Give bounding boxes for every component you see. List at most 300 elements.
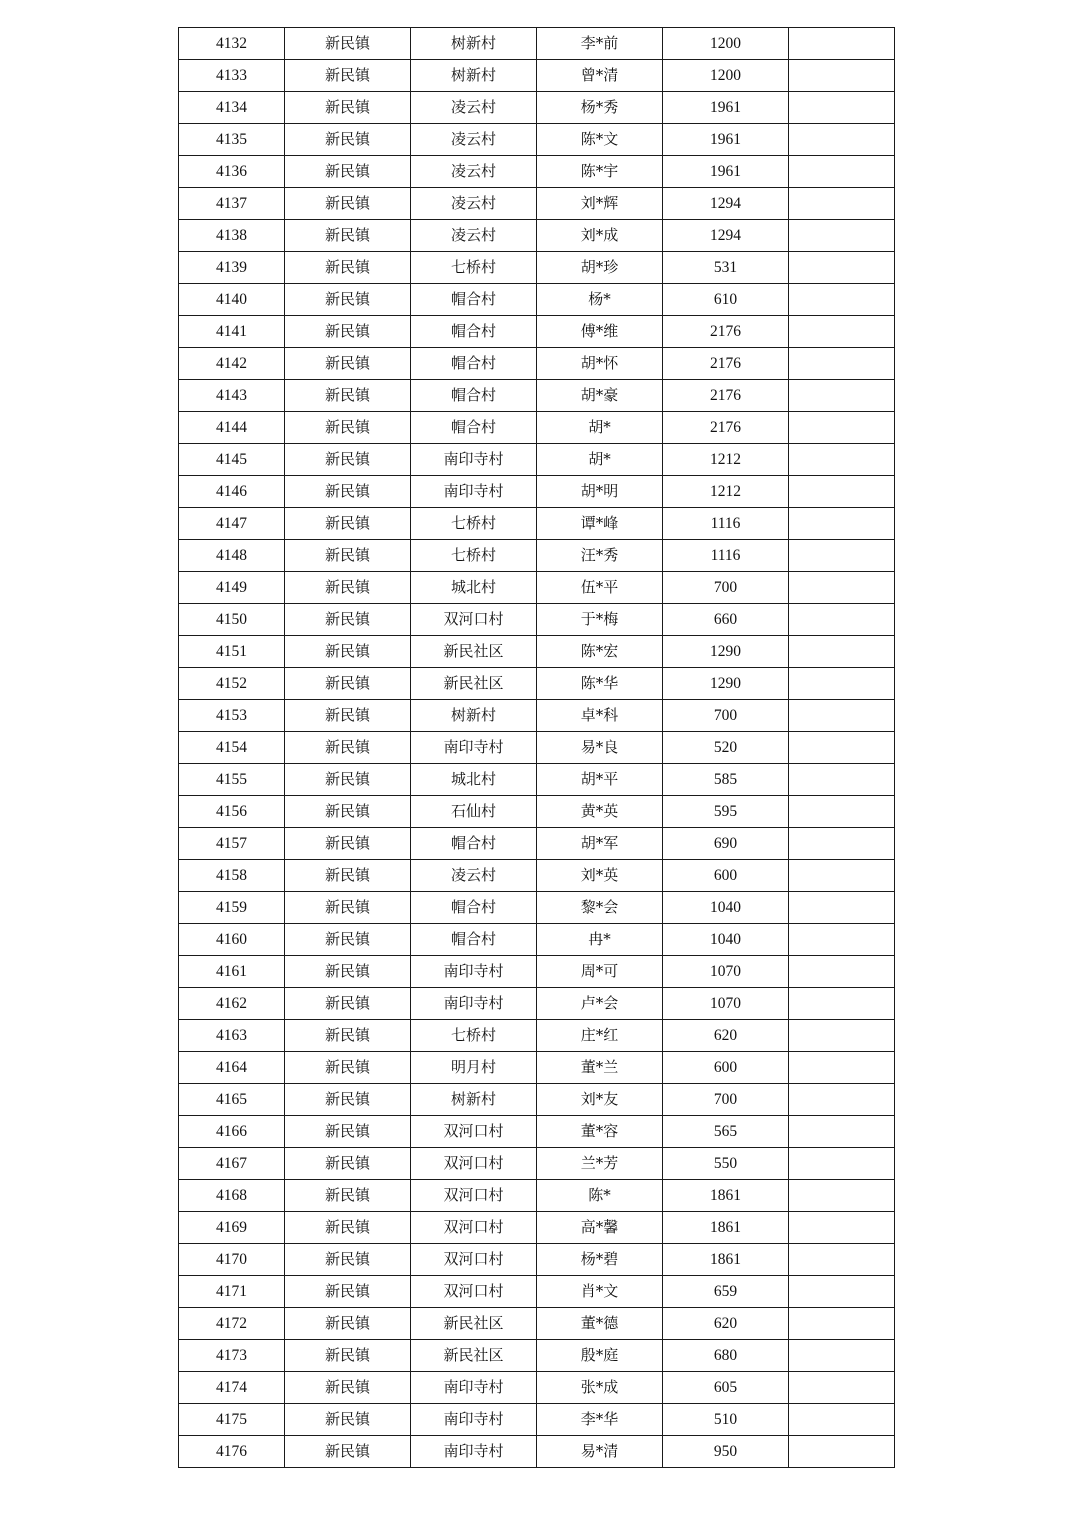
village-cell: 帽合村 xyxy=(411,892,537,924)
amount-cell: 1961 xyxy=(663,124,789,156)
town-cell: 新民镇 xyxy=(285,572,411,604)
town-cell: 新民镇 xyxy=(285,828,411,860)
amount-cell: 2176 xyxy=(663,348,789,380)
name-cell: 殷*庭 xyxy=(537,1340,663,1372)
serial-number-cell: 4137 xyxy=(179,188,285,220)
serial-number-cell: 4167 xyxy=(179,1148,285,1180)
table-row xyxy=(179,412,895,444)
remark-cell xyxy=(789,1436,895,1468)
village-cell: 双河口村 xyxy=(411,1180,537,1212)
town-cell: 新民镇 xyxy=(285,348,411,380)
remark-cell xyxy=(789,860,895,892)
village-cell: 帽合村 xyxy=(411,924,537,956)
remark-cell xyxy=(789,476,895,508)
amount-cell: 620 xyxy=(663,1020,789,1052)
town-cell: 新民镇 xyxy=(285,1116,411,1148)
village-cell: 南印寺村 xyxy=(411,988,537,1020)
serial-number-cell: 4132 xyxy=(179,28,285,60)
amount-cell: 1040 xyxy=(663,892,789,924)
remark-cell xyxy=(789,1308,895,1340)
table-row xyxy=(179,60,895,92)
village-cell: 南印寺村 xyxy=(411,732,537,764)
serial-number-cell: 4138 xyxy=(179,220,285,252)
town-cell: 新民镇 xyxy=(285,636,411,668)
amount-cell: 700 xyxy=(663,1084,789,1116)
amount-cell: 660 xyxy=(663,604,789,636)
remark-cell xyxy=(789,636,895,668)
table-row xyxy=(179,1180,895,1212)
amount-cell: 1200 xyxy=(663,28,789,60)
amount-cell: 1116 xyxy=(663,508,789,540)
name-cell: 胡*平 xyxy=(537,764,663,796)
name-cell: 卓*科 xyxy=(537,700,663,732)
name-cell: 兰*芳 xyxy=(537,1148,663,1180)
town-cell: 新民镇 xyxy=(285,220,411,252)
table-row xyxy=(179,1436,895,1468)
table-row xyxy=(179,1148,895,1180)
table-row xyxy=(179,956,895,988)
table-row xyxy=(179,636,895,668)
town-cell: 新民镇 xyxy=(285,1244,411,1276)
table-row xyxy=(179,156,895,188)
village-cell: 帽合村 xyxy=(411,412,537,444)
village-cell: 石仙村 xyxy=(411,796,537,828)
remark-cell xyxy=(789,540,895,572)
name-cell: 李*前 xyxy=(537,28,663,60)
town-cell: 新民镇 xyxy=(285,1308,411,1340)
name-cell: 胡*军 xyxy=(537,828,663,860)
name-cell: 胡*明 xyxy=(537,476,663,508)
table-body xyxy=(179,28,895,1468)
serial-number-cell: 4174 xyxy=(179,1372,285,1404)
table-row xyxy=(179,1116,895,1148)
remark-cell xyxy=(789,764,895,796)
name-cell: 于*梅 xyxy=(537,604,663,636)
remark-cell xyxy=(789,28,895,60)
name-cell: 胡* xyxy=(537,444,663,476)
village-cell: 帽合村 xyxy=(411,380,537,412)
remark-cell xyxy=(789,668,895,700)
name-cell: 胡*怀 xyxy=(537,348,663,380)
amount-cell: 950 xyxy=(663,1436,789,1468)
name-cell: 卢*会 xyxy=(537,988,663,1020)
town-cell: 新民镇 xyxy=(285,28,411,60)
amount-cell: 1861 xyxy=(663,1180,789,1212)
town-cell: 新民镇 xyxy=(285,924,411,956)
amount-cell: 1070 xyxy=(663,988,789,1020)
town-cell: 新民镇 xyxy=(285,1340,411,1372)
serial-number-cell: 4145 xyxy=(179,444,285,476)
remark-cell xyxy=(789,828,895,860)
town-cell: 新民镇 xyxy=(285,508,411,540)
table-row xyxy=(179,988,895,1020)
name-cell: 谭*峰 xyxy=(537,508,663,540)
amount-cell: 550 xyxy=(663,1148,789,1180)
table-row xyxy=(179,1404,895,1436)
town-cell: 新民镇 xyxy=(285,764,411,796)
serial-number-cell: 4148 xyxy=(179,540,285,572)
amount-cell: 600 xyxy=(663,860,789,892)
village-cell: 树新村 xyxy=(411,28,537,60)
village-cell: 南印寺村 xyxy=(411,956,537,988)
town-cell: 新民镇 xyxy=(285,1436,411,1468)
remark-cell xyxy=(789,92,895,124)
remark-cell xyxy=(789,1020,895,1052)
town-cell: 新民镇 xyxy=(285,1052,411,1084)
village-cell: 凌云村 xyxy=(411,220,537,252)
serial-number-cell: 4157 xyxy=(179,828,285,860)
village-cell: 南印寺村 xyxy=(411,476,537,508)
name-cell: 高*馨 xyxy=(537,1212,663,1244)
remark-cell xyxy=(789,604,895,636)
name-cell: 陈*文 xyxy=(537,124,663,156)
name-cell: 易*良 xyxy=(537,732,663,764)
amount-cell: 595 xyxy=(663,796,789,828)
village-cell: 新民社区 xyxy=(411,1308,537,1340)
village-cell: 凌云村 xyxy=(411,860,537,892)
serial-number-cell: 4161 xyxy=(179,956,285,988)
remark-cell xyxy=(789,316,895,348)
table-row xyxy=(179,1020,895,1052)
amount-cell: 700 xyxy=(663,572,789,604)
village-cell: 帽合村 xyxy=(411,284,537,316)
name-cell: 陈*华 xyxy=(537,668,663,700)
town-cell: 新民镇 xyxy=(285,860,411,892)
remark-cell xyxy=(789,572,895,604)
amount-cell: 620 xyxy=(663,1308,789,1340)
table-row xyxy=(179,1372,895,1404)
table-row xyxy=(179,444,895,476)
town-cell: 新民镇 xyxy=(285,252,411,284)
serial-number-cell: 4153 xyxy=(179,700,285,732)
table-row xyxy=(179,92,895,124)
remark-cell xyxy=(789,1276,895,1308)
serial-number-cell: 4152 xyxy=(179,668,285,700)
town-cell: 新民镇 xyxy=(285,188,411,220)
table-row xyxy=(179,188,895,220)
amount-cell: 690 xyxy=(663,828,789,860)
remark-cell xyxy=(789,444,895,476)
town-cell: 新民镇 xyxy=(285,476,411,508)
serial-number-cell: 4151 xyxy=(179,636,285,668)
town-cell: 新民镇 xyxy=(285,1020,411,1052)
amount-cell: 1294 xyxy=(663,220,789,252)
village-cell: 七桥村 xyxy=(411,508,537,540)
town-cell: 新民镇 xyxy=(285,412,411,444)
amount-cell: 565 xyxy=(663,1116,789,1148)
amount-cell: 659 xyxy=(663,1276,789,1308)
amount-cell: 680 xyxy=(663,1340,789,1372)
village-cell: 南印寺村 xyxy=(411,444,537,476)
village-cell: 双河口村 xyxy=(411,604,537,636)
remark-cell xyxy=(789,1116,895,1148)
serial-number-cell: 4160 xyxy=(179,924,285,956)
village-cell: 树新村 xyxy=(411,700,537,732)
town-cell: 新民镇 xyxy=(285,380,411,412)
amount-cell: 1861 xyxy=(663,1212,789,1244)
village-cell: 七桥村 xyxy=(411,252,537,284)
table-row xyxy=(179,124,895,156)
serial-number-cell: 4156 xyxy=(179,796,285,828)
village-cell: 树新村 xyxy=(411,1084,537,1116)
name-cell: 胡*豪 xyxy=(537,380,663,412)
remark-cell xyxy=(789,700,895,732)
amount-cell: 605 xyxy=(663,1372,789,1404)
village-cell: 城北村 xyxy=(411,572,537,604)
name-cell: 杨*秀 xyxy=(537,92,663,124)
serial-number-cell: 4164 xyxy=(179,1052,285,1084)
village-cell: 城北村 xyxy=(411,764,537,796)
town-cell: 新民镇 xyxy=(285,732,411,764)
remark-cell xyxy=(789,1372,895,1404)
town-cell: 新民镇 xyxy=(285,444,411,476)
name-cell: 刘*友 xyxy=(537,1084,663,1116)
remark-cell xyxy=(789,1180,895,1212)
serial-number-cell: 4155 xyxy=(179,764,285,796)
village-cell: 双河口村 xyxy=(411,1116,537,1148)
town-cell: 新民镇 xyxy=(285,316,411,348)
serial-number-cell: 4140 xyxy=(179,284,285,316)
remark-cell xyxy=(789,1084,895,1116)
serial-number-cell: 4168 xyxy=(179,1180,285,1212)
name-cell: 张*成 xyxy=(537,1372,663,1404)
town-cell: 新民镇 xyxy=(285,892,411,924)
serial-number-cell: 4171 xyxy=(179,1276,285,1308)
town-cell: 新民镇 xyxy=(285,604,411,636)
town-cell: 新民镇 xyxy=(285,92,411,124)
town-cell: 新民镇 xyxy=(285,1084,411,1116)
village-cell: 明月村 xyxy=(411,1052,537,1084)
name-cell: 曾*清 xyxy=(537,60,663,92)
serial-number-cell: 4144 xyxy=(179,412,285,444)
name-cell: 傅*维 xyxy=(537,316,663,348)
table-row xyxy=(179,796,895,828)
amount-cell: 1961 xyxy=(663,156,789,188)
amount-cell: 585 xyxy=(663,764,789,796)
serial-number-cell: 4139 xyxy=(179,252,285,284)
village-cell: 树新村 xyxy=(411,60,537,92)
serial-number-cell: 4159 xyxy=(179,892,285,924)
serial-number-cell: 4150 xyxy=(179,604,285,636)
name-cell: 刘*英 xyxy=(537,860,663,892)
name-cell: 陈*宏 xyxy=(537,636,663,668)
village-cell: 南印寺村 xyxy=(411,1404,537,1436)
remark-cell xyxy=(789,508,895,540)
serial-number-cell: 4166 xyxy=(179,1116,285,1148)
table-row xyxy=(179,1276,895,1308)
amount-cell: 700 xyxy=(663,700,789,732)
serial-number-cell: 4143 xyxy=(179,380,285,412)
village-cell: 帽合村 xyxy=(411,348,537,380)
table-row xyxy=(179,508,895,540)
remark-cell xyxy=(789,924,895,956)
name-cell: 董*德 xyxy=(537,1308,663,1340)
amount-cell: 2176 xyxy=(663,412,789,444)
serial-number-cell: 4170 xyxy=(179,1244,285,1276)
village-cell: 七桥村 xyxy=(411,540,537,572)
remark-cell xyxy=(789,60,895,92)
village-cell: 新民社区 xyxy=(411,1340,537,1372)
town-cell: 新民镇 xyxy=(285,124,411,156)
serial-number-cell: 4158 xyxy=(179,860,285,892)
remark-cell xyxy=(789,412,895,444)
amount-cell: 531 xyxy=(663,252,789,284)
remark-cell xyxy=(789,124,895,156)
amount-cell: 610 xyxy=(663,284,789,316)
name-cell: 周*可 xyxy=(537,956,663,988)
town-cell: 新民镇 xyxy=(285,956,411,988)
name-cell: 董*兰 xyxy=(537,1052,663,1084)
remark-cell xyxy=(789,796,895,828)
remark-cell xyxy=(789,348,895,380)
town-cell: 新民镇 xyxy=(285,60,411,92)
serial-number-cell: 4147 xyxy=(179,508,285,540)
village-cell: 凌云村 xyxy=(411,188,537,220)
village-cell: 南印寺村 xyxy=(411,1372,537,1404)
town-cell: 新民镇 xyxy=(285,1212,411,1244)
table-row xyxy=(179,1340,895,1372)
village-cell: 南印寺村 xyxy=(411,1436,537,1468)
table-row xyxy=(179,668,895,700)
remark-cell xyxy=(789,1052,895,1084)
amount-cell: 1290 xyxy=(663,636,789,668)
village-cell: 帽合村 xyxy=(411,828,537,860)
village-cell: 凌云村 xyxy=(411,156,537,188)
town-cell: 新民镇 xyxy=(285,668,411,700)
name-cell: 杨* xyxy=(537,284,663,316)
remark-cell xyxy=(789,156,895,188)
data-table xyxy=(178,27,895,1468)
village-cell: 双河口村 xyxy=(411,1244,537,1276)
serial-number-cell: 4154 xyxy=(179,732,285,764)
table-row xyxy=(179,316,895,348)
name-cell: 陈*宇 xyxy=(537,156,663,188)
town-cell: 新民镇 xyxy=(285,540,411,572)
village-cell: 七桥村 xyxy=(411,1020,537,1052)
village-cell: 双河口村 xyxy=(411,1148,537,1180)
table-row xyxy=(179,476,895,508)
amount-cell: 1294 xyxy=(663,188,789,220)
town-cell: 新民镇 xyxy=(285,1276,411,1308)
name-cell: 黄*英 xyxy=(537,796,663,828)
town-cell: 新民镇 xyxy=(285,156,411,188)
serial-number-cell: 4133 xyxy=(179,60,285,92)
town-cell: 新民镇 xyxy=(285,284,411,316)
table-row xyxy=(179,1084,895,1116)
amount-cell: 600 xyxy=(663,1052,789,1084)
serial-number-cell: 4142 xyxy=(179,348,285,380)
amount-cell: 2176 xyxy=(663,316,789,348)
remark-cell xyxy=(789,252,895,284)
serial-number-cell: 4163 xyxy=(179,1020,285,1052)
town-cell: 新民镇 xyxy=(285,796,411,828)
remark-cell xyxy=(789,220,895,252)
remark-cell xyxy=(789,1244,895,1276)
serial-number-cell: 4176 xyxy=(179,1436,285,1468)
remark-cell xyxy=(789,284,895,316)
remark-cell xyxy=(789,1212,895,1244)
remark-cell xyxy=(789,1340,895,1372)
town-cell: 新民镇 xyxy=(285,700,411,732)
village-cell: 凌云村 xyxy=(411,92,537,124)
serial-number-cell: 4165 xyxy=(179,1084,285,1116)
table-row xyxy=(179,572,895,604)
table-row xyxy=(179,732,895,764)
remark-cell xyxy=(789,988,895,1020)
table-row xyxy=(179,1308,895,1340)
amount-cell: 1116 xyxy=(663,540,789,572)
table-row xyxy=(179,700,895,732)
amount-cell: 1861 xyxy=(663,1244,789,1276)
serial-number-cell: 4162 xyxy=(179,988,285,1020)
table-row xyxy=(179,892,895,924)
name-cell: 庄*红 xyxy=(537,1020,663,1052)
town-cell: 新民镇 xyxy=(285,1372,411,1404)
village-cell: 帽合村 xyxy=(411,316,537,348)
name-cell: 杨*碧 xyxy=(537,1244,663,1276)
serial-number-cell: 4135 xyxy=(179,124,285,156)
village-cell: 双河口村 xyxy=(411,1276,537,1308)
name-cell: 肖*文 xyxy=(537,1276,663,1308)
name-cell: 黎*会 xyxy=(537,892,663,924)
amount-cell: 1212 xyxy=(663,444,789,476)
amount-cell: 1212 xyxy=(663,476,789,508)
town-cell: 新民镇 xyxy=(285,1148,411,1180)
name-cell: 冉* xyxy=(537,924,663,956)
table-row xyxy=(179,540,895,572)
name-cell: 董*容 xyxy=(537,1116,663,1148)
amount-cell: 1200 xyxy=(663,60,789,92)
name-cell: 易*清 xyxy=(537,1436,663,1468)
amount-cell: 1290 xyxy=(663,668,789,700)
serial-number-cell: 4149 xyxy=(179,572,285,604)
remark-cell xyxy=(789,732,895,764)
remark-cell xyxy=(789,188,895,220)
name-cell: 伍*平 xyxy=(537,572,663,604)
table-row xyxy=(179,284,895,316)
serial-number-cell: 4172 xyxy=(179,1308,285,1340)
table-row xyxy=(179,764,895,796)
serial-number-cell: 4175 xyxy=(179,1404,285,1436)
table-row xyxy=(179,828,895,860)
name-cell: 汪*秀 xyxy=(537,540,663,572)
village-cell: 双河口村 xyxy=(411,1212,537,1244)
table-row xyxy=(179,220,895,252)
town-cell: 新民镇 xyxy=(285,1180,411,1212)
name-cell: 李*华 xyxy=(537,1404,663,1436)
remark-cell xyxy=(789,1148,895,1180)
table-row xyxy=(179,348,895,380)
table-row xyxy=(179,380,895,412)
table-row xyxy=(179,1212,895,1244)
amount-cell: 1961 xyxy=(663,92,789,124)
serial-number-cell: 4146 xyxy=(179,476,285,508)
table-row xyxy=(179,1244,895,1276)
name-cell: 胡*珍 xyxy=(537,252,663,284)
table-row xyxy=(179,252,895,284)
town-cell: 新民镇 xyxy=(285,988,411,1020)
table-row xyxy=(179,28,895,60)
serial-number-cell: 4141 xyxy=(179,316,285,348)
name-cell: 刘*辉 xyxy=(537,188,663,220)
remark-cell xyxy=(789,956,895,988)
remark-cell xyxy=(789,1404,895,1436)
serial-number-cell: 4134 xyxy=(179,92,285,124)
village-cell: 凌云村 xyxy=(411,124,537,156)
serial-number-cell: 4173 xyxy=(179,1340,285,1372)
serial-number-cell: 4136 xyxy=(179,156,285,188)
remark-cell xyxy=(789,380,895,412)
